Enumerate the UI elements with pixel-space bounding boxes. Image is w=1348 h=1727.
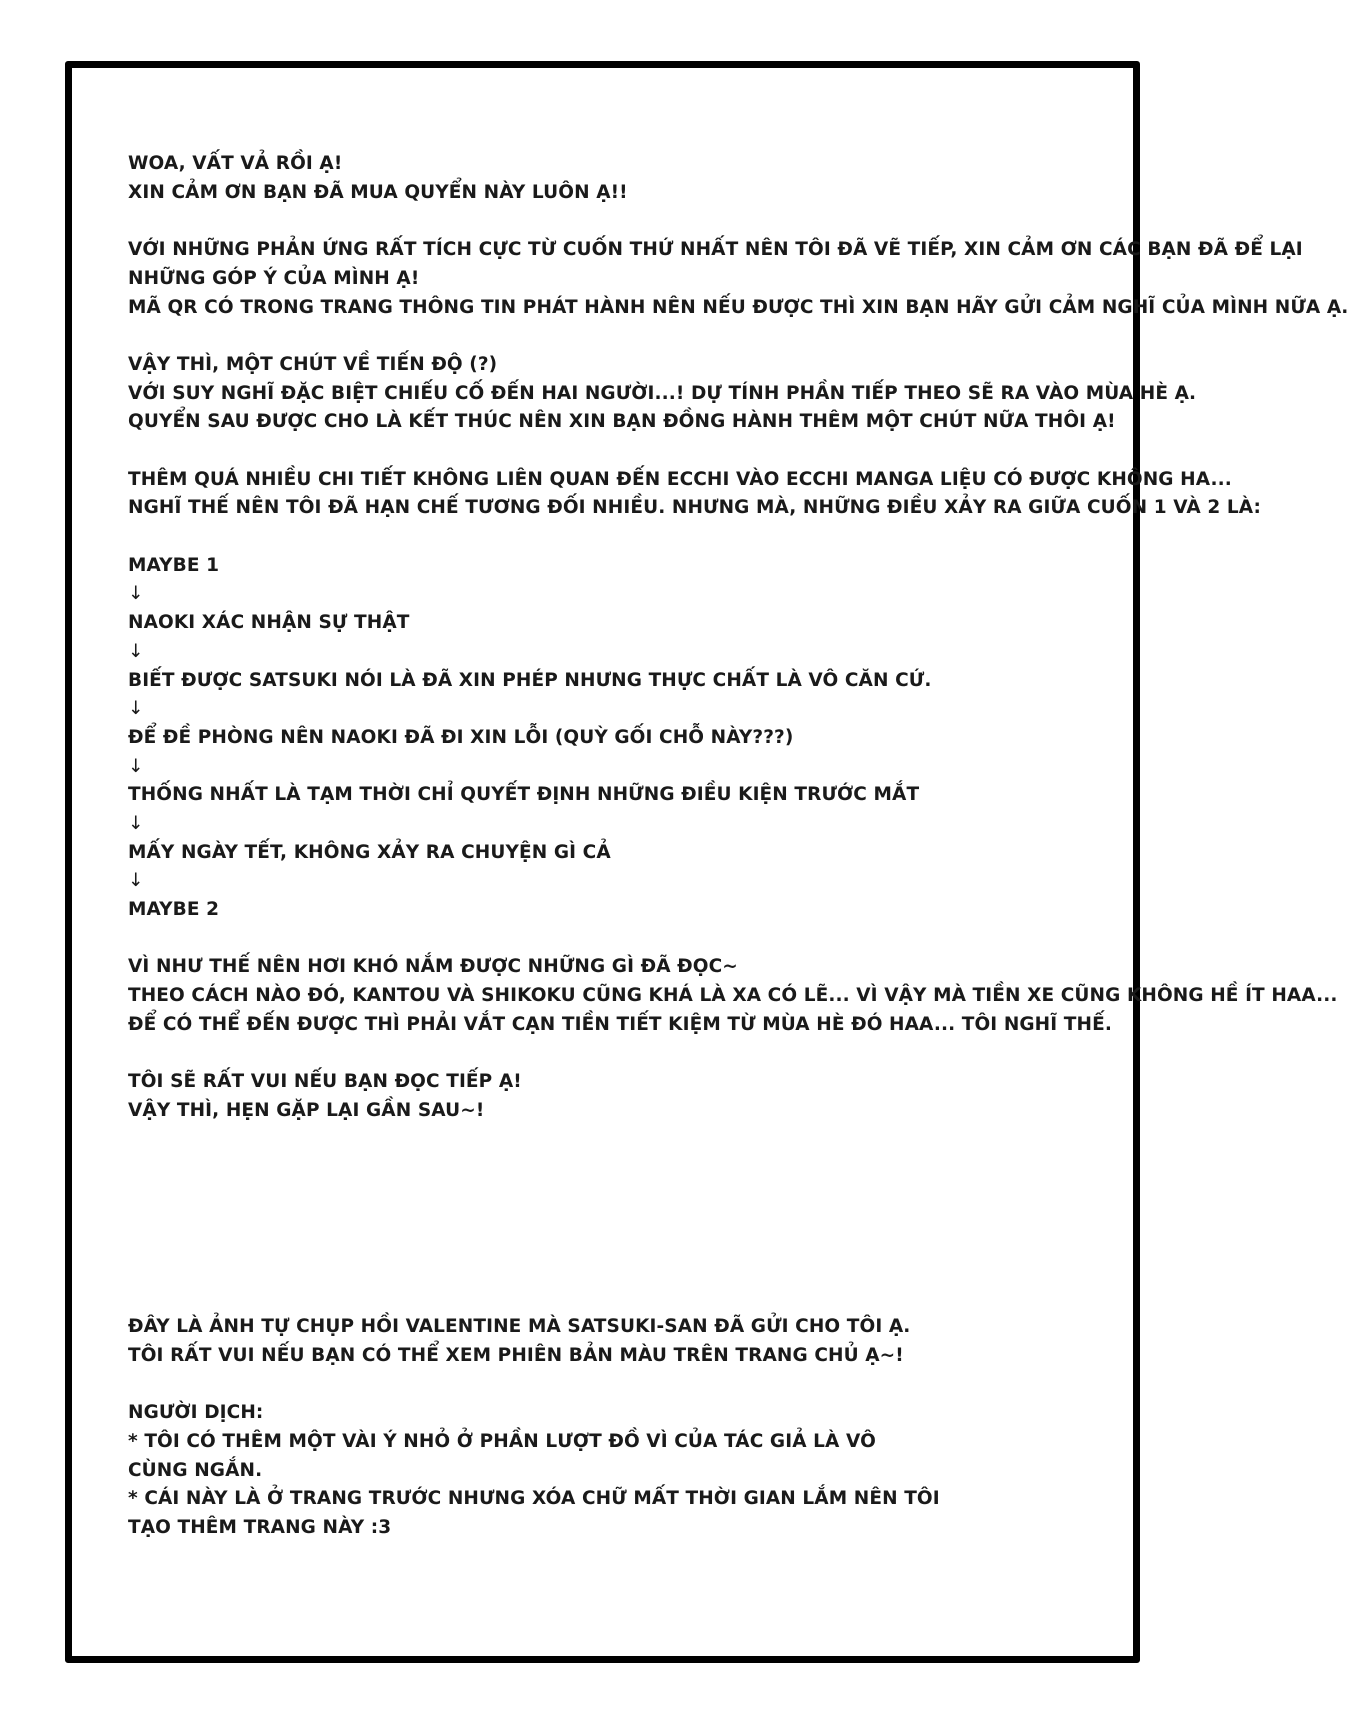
text-line: CÙNG NGẮN. <box>128 1459 263 1481</box>
paragraph-details <box>128 466 1261 523</box>
text-line: MÃ QR CÓ TRONG TRANG THÔNG TIN PHÁT HÀNH NÊN NẾU ĐƯỢC THÌ XIN BẠN HÃY GỬI CẢM NGHĨ CỦA MÌNH NỮA Ạ. <box>128 296 1348 318</box>
flow-step: MAYBE 1 <box>128 554 220 576</box>
text-line: * CÁI NÀY LÀ Ở TRANG TRƯỚC NHƯNG XÓA CHỮ MẤT THỜI GIAN LẮM NÊN TÔI <box>128 1488 940 1510</box>
flow-step: THỐNG NHẤT LÀ TẠM THỜI CHỈ QUYẾT ĐỊNH NHỮNG ĐIỀU KIỆN TRƯỚC MẮT <box>128 784 920 806</box>
spacer <box>128 437 1118 466</box>
paragraph-travel <box>128 953 1338 1039</box>
down-arrow-icon: ↓ <box>128 640 144 662</box>
paragraph-valentine <box>128 1313 1118 1370</box>
text-line: TẠO THÊM TRANG NÀY :3 <box>128 1516 392 1538</box>
flow-step: NAOKI XÁC NHẬN SỰ THẬT <box>128 612 410 634</box>
spacer <box>128 322 1118 351</box>
down-arrow-icon: ↓ <box>128 583 144 605</box>
text-line: THÊM QUÁ NHIỀU CHI TIẾT KHÔNG LIÊN QUAN ĐẾN ECCHI VÀO ECCHI MANGA LIỆU CÓ ĐƯỢC KHÔNG HA... <box>128 468 1232 490</box>
text-line: XIN CẢM ƠN BẠN ĐÃ MUA QUYỂN NÀY LUÔN Ạ!! <box>128 181 628 203</box>
spacer <box>128 1040 1118 1069</box>
spacer <box>128 207 1118 236</box>
spacer <box>128 1370 1118 1399</box>
text-line: VẬY THÌ, MỘT CHÚT VỀ TIẾN ĐỘ (?) <box>128 353 498 375</box>
paragraph-feedback <box>128 236 1348 322</box>
text-line: WOA, VẤT VẢ RỒI Ạ! <box>128 153 343 174</box>
text-line: ĐỂ CÓ THỂ ĐẾN ĐƯỢC THÌ PHẢI VẮT CẠN TIỀN TIẾT KIỆM TỪ MÙA HÈ ĐÓ HAA... TÔI NGHĨ THẾ. <box>128 1013 1112 1035</box>
text-line: QUYỂN SAU ĐƯỢC CHO LÀ KẾT THÚC NÊN XIN BẠN ĐỒNG HÀNH THÊM MỘT CHÚT NỮA THÔI Ạ! <box>128 411 1116 433</box>
text-line: * TÔI CÓ THÊM MỘT VÀI Ý NHỎ Ở PHẦN LƯỢT ĐỒ VÌ CỦA TÁC GIẢ LÀ VÔ <box>128 1430 876 1452</box>
footer-notes <box>128 1313 1118 1543</box>
down-arrow-icon: ↓ <box>128 870 144 892</box>
text-line: VỚI NHỮNG PHẢN ỨNG RẤT TÍCH CỰC TỪ CUỐN THỨ NHẤT NÊN TÔI ĐÃ VẼ TIẾP, XIN CẢM ƠN CÁC BẠN ĐÃ ĐỂ LẠI <box>128 239 1303 261</box>
text-line: NGHĨ THẾ NÊN TÔI ĐÃ HẠN CHẾ TƯƠNG ĐỐI NHIỀU. NHƯNG MÀ, NHỮNG ĐIỀU XẢY RA GIỮA CUỐN 1 VÀ 2 LÀ: <box>128 497 1261 519</box>
down-arrow-icon: ↓ <box>128 812 144 834</box>
spacer <box>128 925 1118 954</box>
down-arrow-icon: ↓ <box>128 755 144 777</box>
story-flow-list <box>128 552 1118 925</box>
paragraph-farewell <box>128 1068 1118 1125</box>
text-line: THEO CÁCH NÀO ĐÓ, KANTOU VÀ SHIKOKU CŨNG KHÁ LÀ XA CÓ LẼ... VÌ VẬY MÀ TIỀN XE CŨNG KHÔNG HỀ ÍT HAA... <box>128 985 1338 1007</box>
text-line: NGƯỜI DỊCH: <box>128 1402 264 1424</box>
flow-step: MAYBE 2 <box>128 899 220 921</box>
text-line: TÔI RẤT VUI NẾU BẠN CÓ THỂ XEM PHIÊN BẢN MÀU TRÊN TRANG CHỦ Ạ~! <box>128 1344 904 1366</box>
down-arrow-icon: ↓ <box>128 698 144 720</box>
flow-step: MẤY NGÀY TẾT, KHÔNG XẢY RA CHUYỆN GÌ CẢ <box>128 841 611 863</box>
paragraph-progress <box>128 351 1197 437</box>
text-line: TÔI SẼ RẤT VUI NẾU BẠN ĐỌC TIẾP Ạ! <box>128 1071 522 1093</box>
flow-step: ĐỂ ĐỀ PHÒNG NÊN NAOKI ĐÃ ĐI XIN LỖI (QUỲ GỐI CHỖ NÀY???) <box>128 726 794 748</box>
text-line: VÌ NHƯ THẾ NÊN HƠI KHÓ NẮM ĐƯỢC NHỮNG GÌ ĐÃ ĐỌC~ <box>128 956 738 978</box>
flow-step: BIẾT ĐƯỢC SATSUKI NÓI LÀ ĐÃ XIN PHÉP NHƯNG THỰC CHẤT LÀ VÔ CĂN CỨ. <box>128 669 932 691</box>
author-afterword <box>128 150 1348 1126</box>
text-line: VỚI SUY NGHĨ ĐẶC BIỆT CHIẾU CỐ ĐẾN HAI NGƯỜI...! DỰ TÍNH PHẦN TIẾP THEO SẼ RA VÀO MÙA HÈ Ạ. <box>128 382 1197 404</box>
text-line: NHỮNG GÓP Ý CỦA MÌNH Ạ! <box>128 267 420 289</box>
text-line: ĐÂY LÀ ẢNH TỰ CHỤP HỒI VALENTINE MÀ SATSUKI-SAN ĐÃ GỬI CHO TÔI Ạ. <box>128 1316 911 1337</box>
paragraph-greeting <box>128 150 1118 207</box>
text-line: VẬY THÌ, HẸN GẶP LẠI GẦN SAU~! <box>128 1099 485 1121</box>
translator-note <box>128 1399 1118 1543</box>
spacer <box>128 523 1118 552</box>
